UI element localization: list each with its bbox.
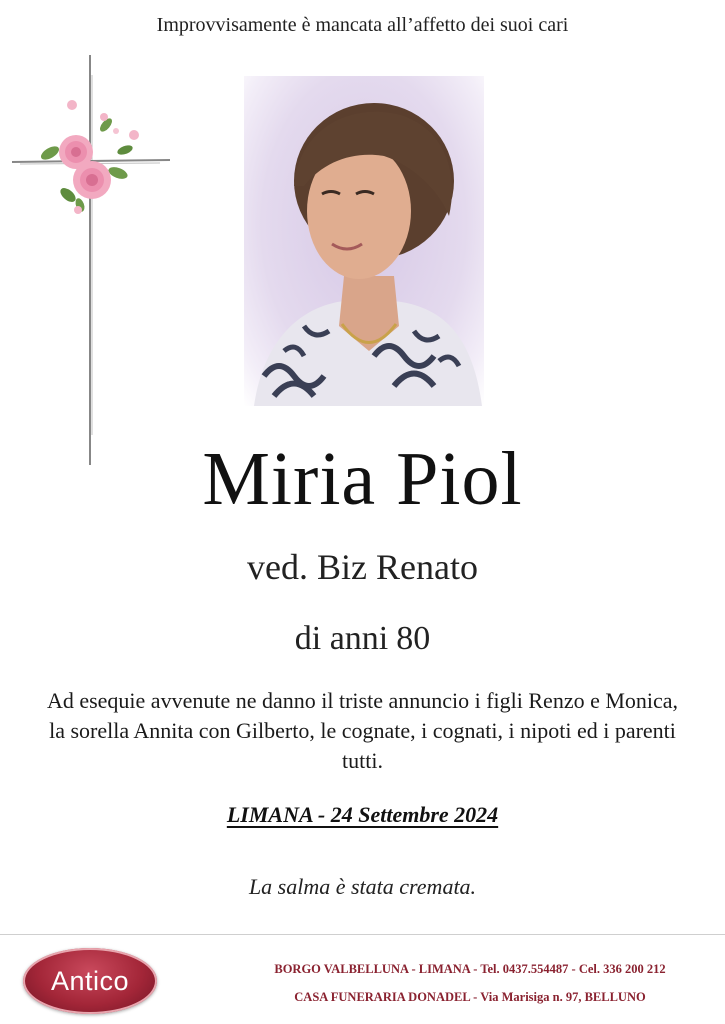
cross-with-roses-icon (10, 55, 180, 475)
portrait-photo (244, 76, 484, 406)
age-label: di anni (294, 620, 389, 657)
logo-text: Antico (50, 965, 130, 996)
intro-text: Improvvisamente è mancata all’affetto dei suoi cari (156, 14, 569, 36)
antico-logo (23, 948, 157, 1014)
cremation-note: La salma è stata cremata. (248, 874, 477, 899)
age-line (0, 620, 725, 658)
place-date (0, 802, 725, 828)
place-date-text: LIMANA - 24 Settembre 2024 (226, 802, 499, 827)
deceased-name: Miria Piol (202, 437, 523, 521)
widow-of: ved. Biz Renato (247, 547, 478, 587)
contact-line-1: BORGO VALBELLUNA - LIMANA - Tel. 0437.554487 - Cel. 336 200 212 (274, 962, 666, 976)
footer-divider (0, 934, 725, 935)
contact-line-2: CASA FUNERARIA DONADEL - Via Marisiga n. 97, BELLUNO (294, 990, 646, 1004)
announcement-text: Ad esequie avvenute ne danno il triste annuncio i figli Renzo e Monica, la sorella Annita con Gilberto, le cognate, i cognati, i nipoti ed i parenti tutti. (46, 688, 679, 773)
age-value: 80 (396, 620, 431, 657)
